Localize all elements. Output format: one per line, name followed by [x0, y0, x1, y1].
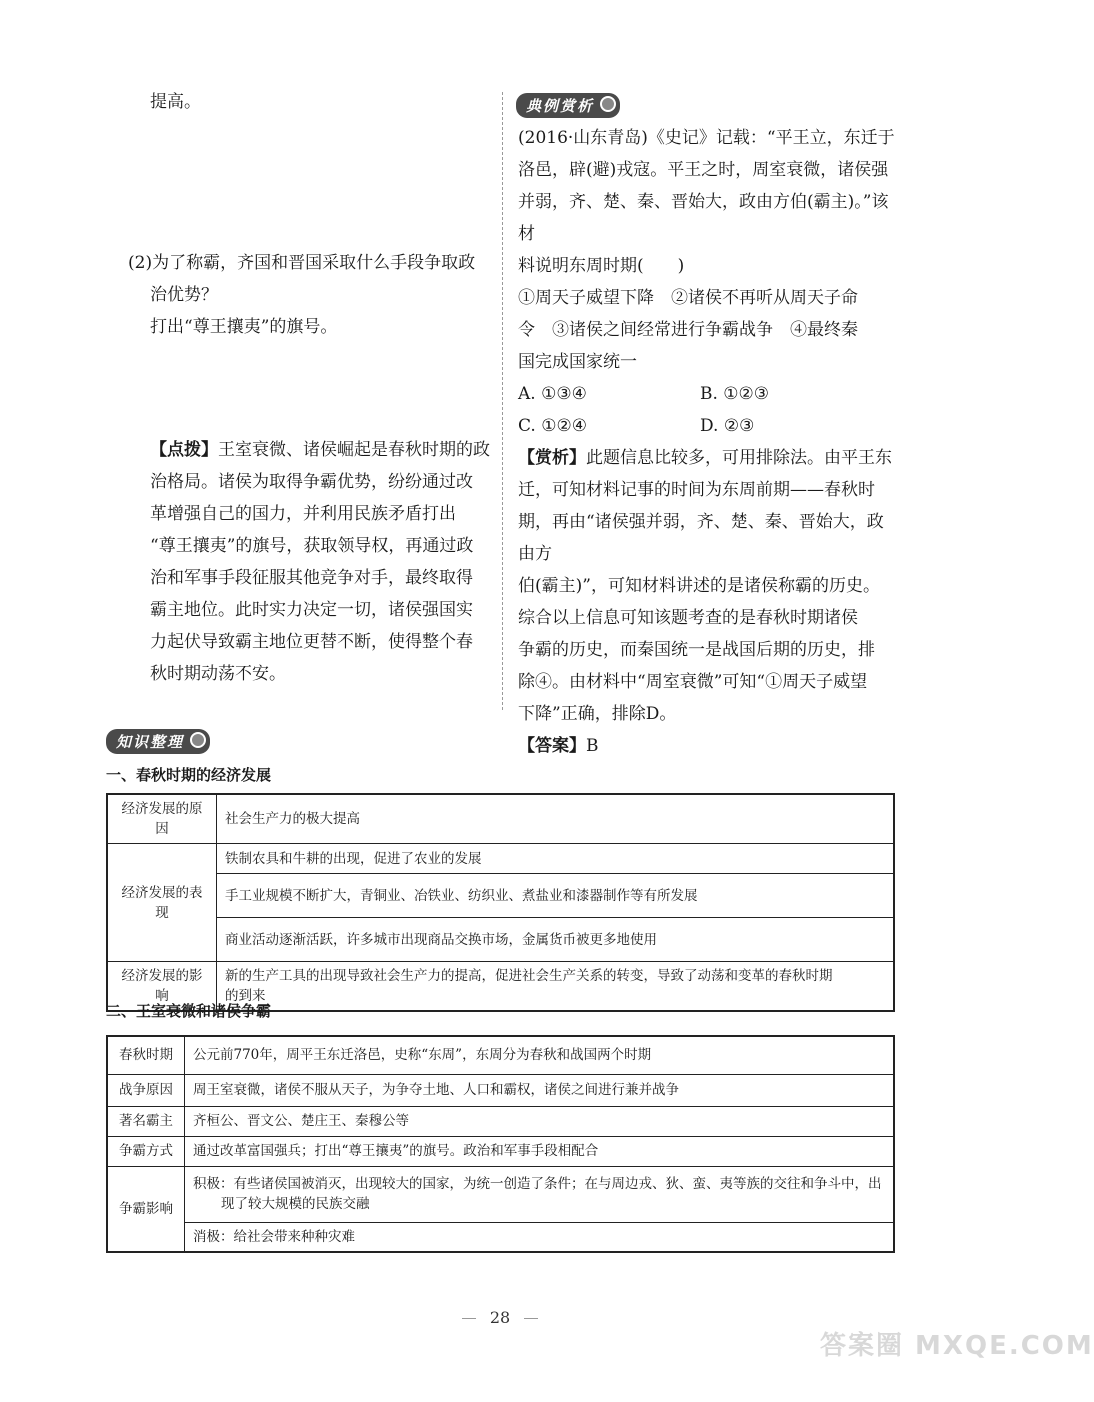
impact-positive: 积极：有些诸侯国被消灭，出现较大的国家，为统一创造了条件；在与周边戎、狄、蛮、夷等族的交往和争斗中，出 现了较大规模的民族交融	[185, 1166, 895, 1222]
question-line: 令 ③诸侯之间经常进行争霸战争 ④最终秦	[518, 320, 858, 340]
table-row	[107, 918, 894, 962]
question-line: 料说明东周时期( )	[518, 256, 685, 276]
table-row	[107, 1074, 894, 1106]
example-tag: 典例赏析	[516, 93, 620, 118]
options-row	[518, 410, 896, 442]
table-row	[107, 874, 894, 918]
answer-tag: 【答案】	[518, 736, 586, 756]
question-line: 并弱，齐、楚、秦、晋始大，政由方伯(霸主)。”该材	[518, 192, 889, 244]
hint-line: 【点拨】王室衰微、诸侯崛起是春秋时期的政	[150, 440, 490, 460]
section-2-title: 二、王室衰微和诸侯争霸	[106, 1002, 272, 1020]
hint-tag: 【点拨】	[150, 440, 218, 460]
magnifier-icon	[190, 732, 206, 748]
impact-content: 新的生产工具的出现导致社会生产力的提高，促进社会生产关系的转变，导致了动荡和变革的春秋时期 的到来	[217, 962, 895, 1012]
question-2-line-1: (2)为了称霸，齐国和晋国采取什么手段争取政	[128, 253, 476, 273]
hegemony-table	[106, 1035, 895, 1253]
hint-line: 治和军事手段征服其他竞争对手，最终取得	[150, 568, 473, 588]
question-2	[128, 247, 488, 343]
example-question	[518, 122, 896, 762]
impact-label: 经济发展的影响	[107, 962, 217, 1012]
option-b: B. ①②③	[700, 384, 770, 404]
row-content: 公元前770年，周平王东迁洛邑，史称“东周”，东周分为春秋和战国两个时期	[185, 1036, 895, 1074]
table-row	[107, 1166, 894, 1222]
hint-line: 革增强自己的国力，并利用民族矛盾打出	[150, 504, 456, 524]
answer-line	[518, 730, 896, 762]
question-2-line-2: 治优势？	[150, 285, 218, 305]
table-row	[107, 1136, 894, 1166]
performance-item: 商业活动逐渐活跃，许多城市出现商品交换市场，金属货币被更多地使用	[217, 918, 895, 962]
option-d: D. ②③	[700, 416, 755, 436]
cause-label: 经济发展的原因	[107, 794, 217, 844]
analysis-line: 迁，可知材料记事的时间为东周前期——春秋时	[518, 480, 875, 500]
answer-value: B	[586, 736, 599, 756]
left-line-1: 提高。	[150, 92, 201, 112]
hint-block	[150, 434, 490, 690]
table-row	[107, 1222, 894, 1252]
table-row	[107, 1106, 894, 1136]
option-a: A. ①③④	[518, 384, 587, 404]
options-row	[518, 378, 896, 410]
hint-line: “尊王攘夷”的旗号，获取领导权，再通过政	[150, 536, 474, 556]
analysis-line: 伯(霸主)”，可知材料讲述的是诸侯称霸的历史。	[518, 576, 880, 596]
row-content: 齐桓公、晋文公、楚庄王、秦穆公等	[185, 1106, 895, 1136]
analysis-tag: 【赏析】	[518, 448, 586, 468]
section-1-title: 一、春秋时期的经济发展	[106, 766, 272, 784]
analysis-line: 除④。由材料中“周室衰微”可知“①周天子威望	[518, 672, 868, 692]
watermark: 答案圈 MXQE.COM	[820, 1331, 1094, 1361]
row-label: 争霸方式	[107, 1136, 185, 1166]
row-content: 周王室衰微，诸侯不服从天子，为争夺土地、人口和霸权，诸侯之间进行兼并战争	[185, 1074, 895, 1106]
hint-line: 霸主地位。此时实力决定一切，诸侯强国实	[150, 600, 473, 620]
economy-table	[106, 793, 895, 1012]
analysis-line: 争霸的历史，而秦国统一是战国后期的历史，排	[518, 640, 875, 660]
question-line: (2016·山东青岛)《史记》记载：“平王立，东迁于	[518, 128, 895, 148]
performance-label: 经济发展的表现	[107, 844, 217, 962]
performance-item: 铁制农具和牛耕的出现，促进了农业的发展	[217, 844, 895, 874]
table-row	[107, 794, 894, 844]
row-label: 著名霸主	[107, 1106, 185, 1136]
magnifier-icon	[600, 96, 616, 112]
hint-line: 力起伏导致霸主地位更替不断，使得整个春	[150, 632, 473, 652]
knowledge-tag: 知识整理	[106, 729, 210, 754]
question-line: 国完成国家统一	[518, 352, 637, 372]
performance-item: 手工业规模不断扩大，青铜业、冶铁业、纺织业、煮盐业和漆器制作等有所发展	[217, 874, 895, 918]
page-number: 28	[470, 1308, 530, 1327]
table-row	[107, 1036, 894, 1074]
question-line: ①周天子威望下降 ②诸侯不再听从周天子命	[518, 288, 858, 308]
analysis-line: 期，再由“诸侯强并弱，齐、楚、秦、晋始大，政由方	[518, 512, 884, 564]
impact-label: 争霸影响	[107, 1166, 185, 1252]
hint-line: 秋时期动荡不安。	[150, 664, 286, 684]
question-2-answer: 打出“尊王攘夷”的旗号。	[150, 317, 338, 337]
option-c: C. ①②④	[518, 416, 587, 436]
analysis-line: 综合以上信息可知该题考查的是春秋时期诸侯	[518, 608, 858, 628]
cause-content: 社会生产力的极大提高	[217, 794, 895, 844]
table-row	[107, 844, 894, 874]
row-label: 战争原因	[107, 1074, 185, 1106]
impact-negative: 消极：给社会带来种种灾难	[185, 1222, 895, 1252]
row-content: 通过改革富国强兵；打出“尊王攘夷”的旗号。政治和军事手段相配合	[185, 1136, 895, 1166]
row-label: 春秋时期	[107, 1036, 185, 1074]
question-line: 洛邑，辟(避)戎寇。平王之时，周室衰微，诸侯强	[518, 160, 889, 180]
column-divider	[502, 92, 503, 710]
hint-line: 治格局。诸侯为取得争霸优势，纷纷通过改	[150, 472, 473, 492]
analysis-line: 下降”正确，排除D。	[518, 704, 677, 724]
analysis-line: 【赏析】此题信息比较多，可用排除法。由平王东	[518, 448, 892, 468]
